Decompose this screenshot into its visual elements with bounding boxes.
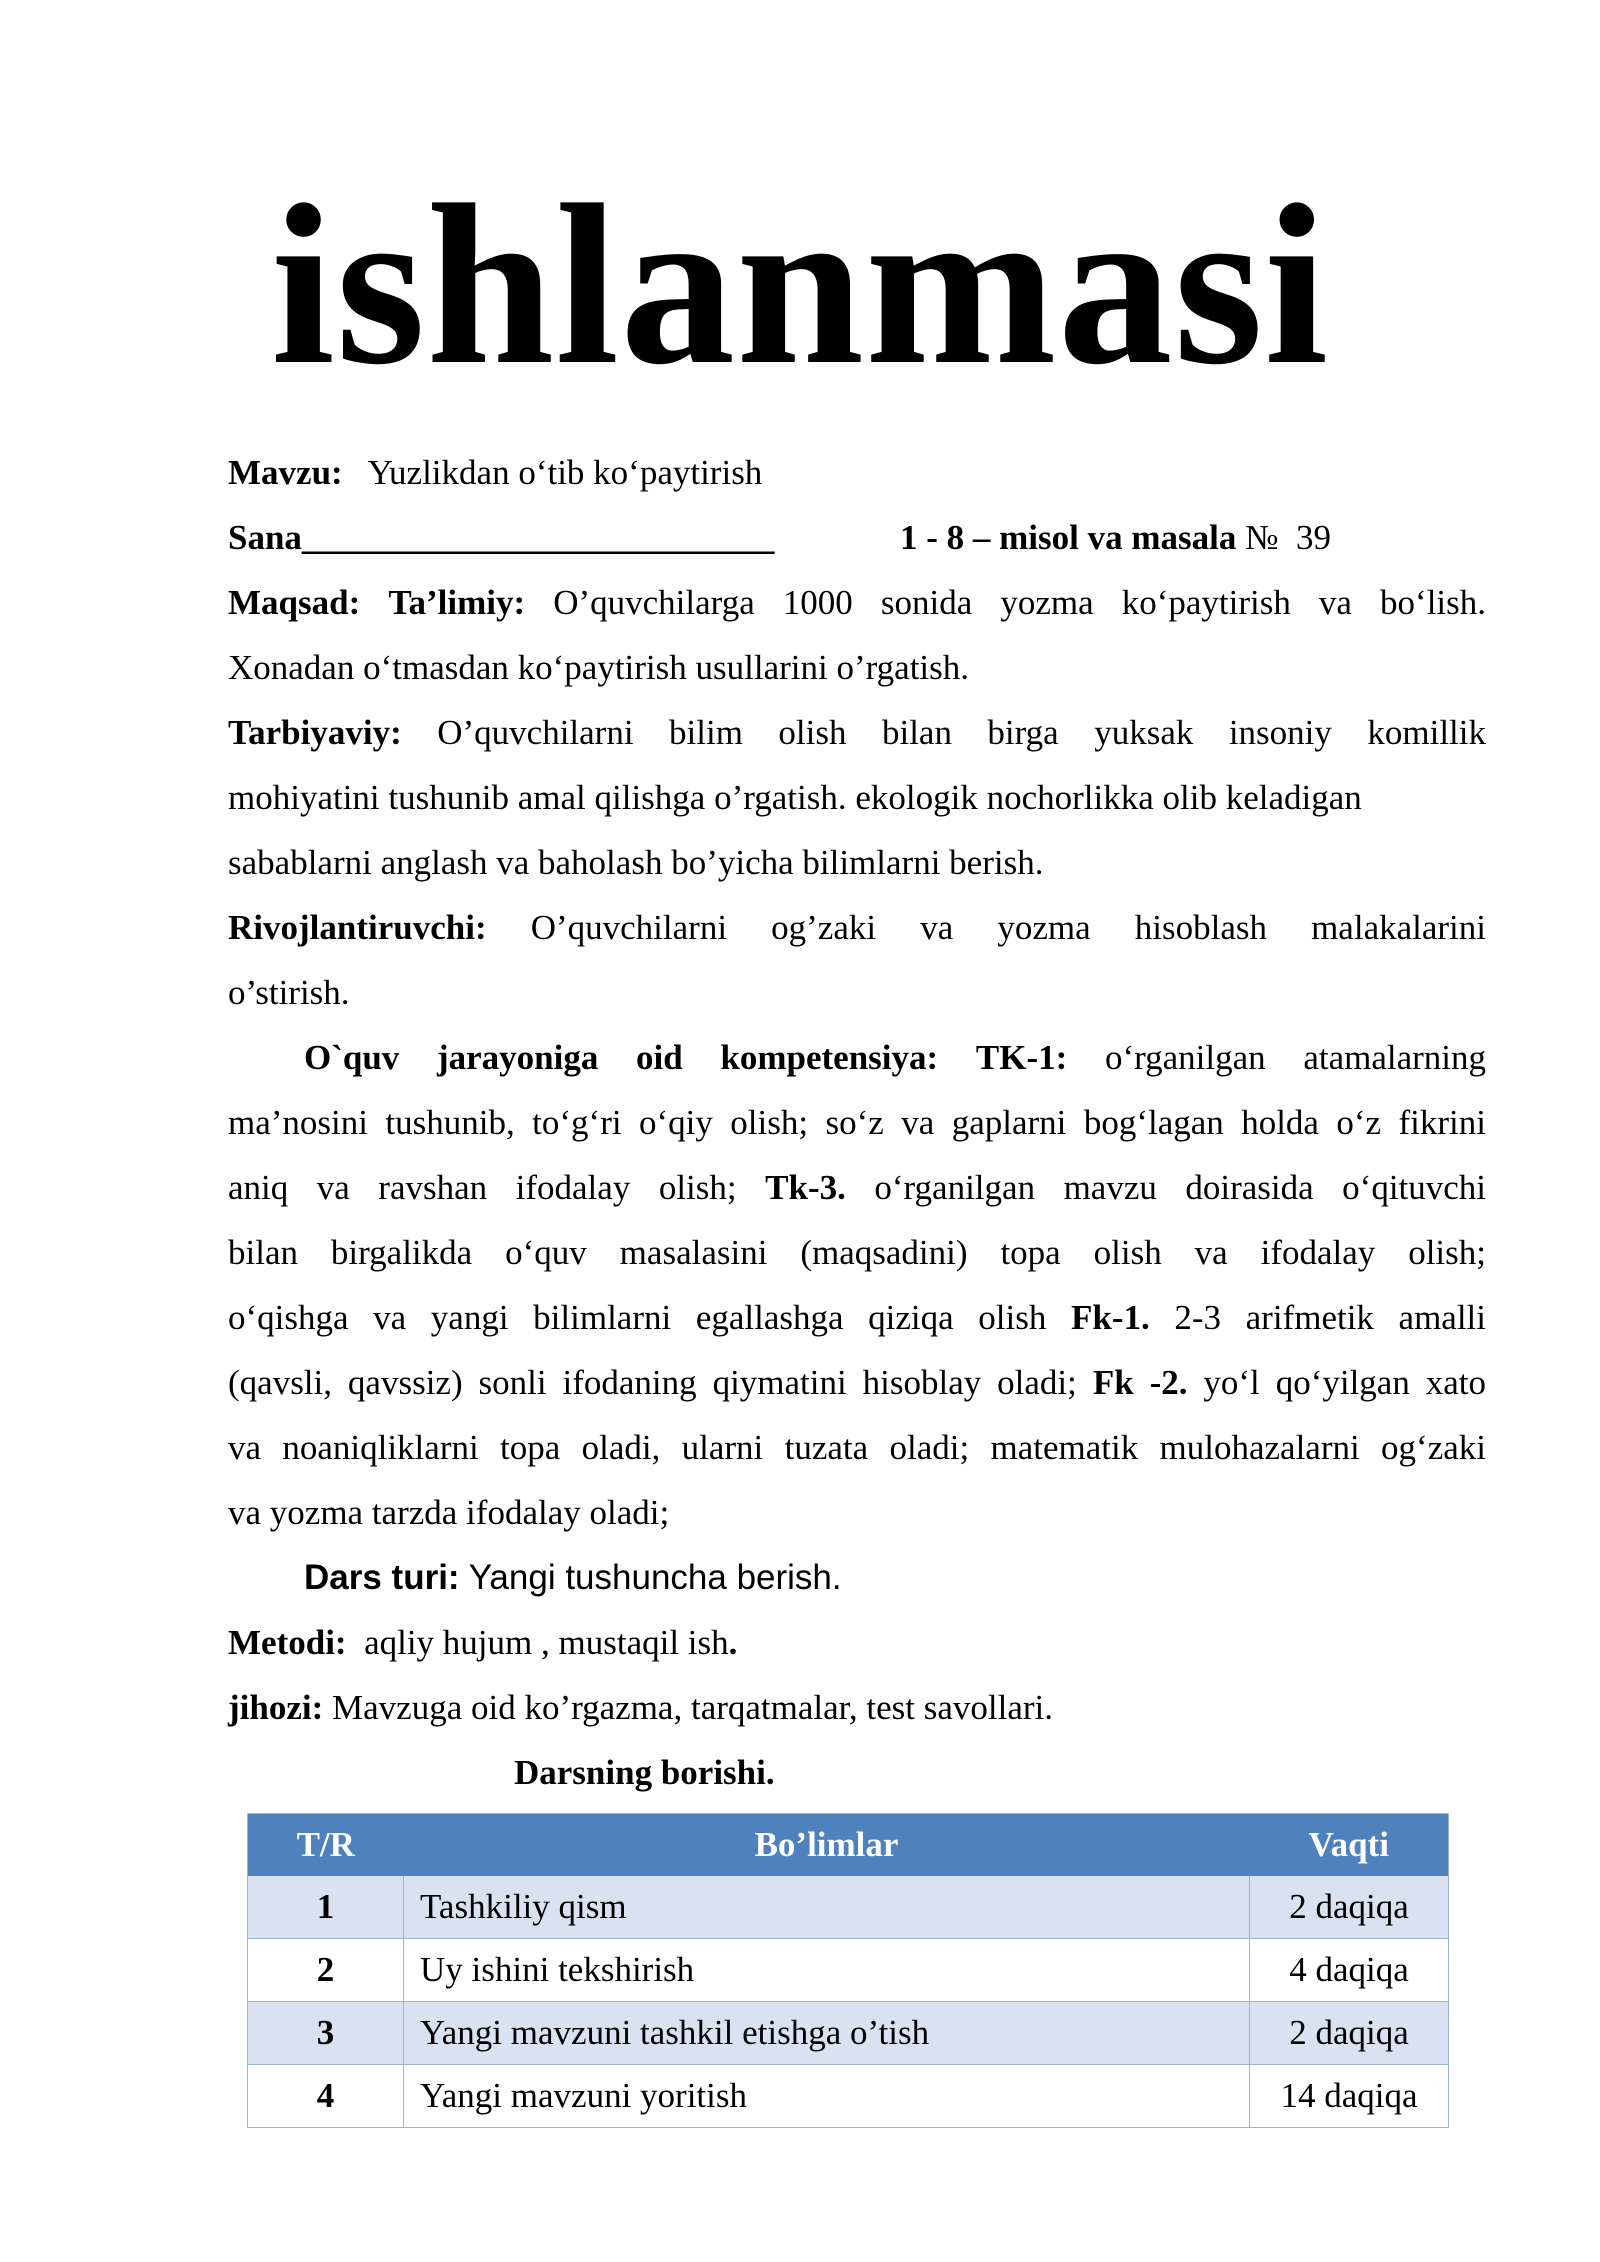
row-number: 4 [248,2065,404,2128]
kompetensiya-text-3b: o‘rganilgan mavzu doirasida o‘qituvchi [874,1168,1486,1207]
row-time: 4 daqiqa [1250,1939,1449,2002]
tarbiyaviy-line-1 [228,700,1486,765]
kompetensiya-line-7 [228,1415,1486,1480]
lesson-plan-table [247,1813,1449,2128]
row-number: 3 [248,2002,404,2065]
tk1-label: TK-1: [975,1038,1068,1077]
fk2-label: Fk -2. [1092,1363,1188,1402]
kompetensiya-text-5a: o‘qishga va yangi bilimlarni egallashga qiziqa olish [228,1298,1047,1337]
tk3-label: Tk-3. [765,1168,846,1207]
metodi-value: aqliy hujum , mustaqil ish [364,1623,729,1662]
table-row [248,2065,1449,2128]
table-row [248,1876,1449,1939]
row-time: 2 daqiqa [1250,2002,1449,2065]
mavzu-value: Yuzlikdan o‘tib ko‘paytirish [367,453,763,492]
row-number: 2 [248,1939,404,2002]
tarbiyaviy-label: Tarbiyaviy: [228,713,402,752]
row-section: Uy ishini tekshirish [404,1939,1250,2002]
misol-label: 1 - 8 – misol va masala [900,518,1237,557]
mavzu-label: Mavzu: [228,453,343,492]
jihozi-value: Mavzuga oid ko’rgazma, tarqatmalar, test savollari. [332,1688,1054,1727]
darsning-borishi-heading: Darsning borishi. [514,1753,775,1792]
row-section: Yangi mavzuni yoritish [404,2065,1250,2128]
kompetensiya-line-5 [228,1285,1486,1350]
kompetensiya-line-8: va yozma tarzda ifodalay oladi; [228,1493,670,1532]
rivojlantiruvchi-line-2: o’stirish. [228,973,350,1012]
dars-turi-label: Dars turi: [304,1558,460,1597]
mavzu-line [228,440,1486,505]
header-bolimlar: Bo’limlar [404,1814,1250,1877]
maqsad-line-2: Xonadan o‘tmasdan ko‘paytirish usullarini o’rgatish. [228,648,970,687]
kompetensiya-text-6b: yo‘l qo‘yilgan xato [1203,1363,1486,1402]
metodi-line [228,1610,1486,1675]
document-body [228,440,1486,1805]
kompetensiya-text-2: ma’nosini tushunib, to‘g‘ri o‘qiy olish; so‘z va gaplarni bog‘lagan holda o‘z fikrini [228,1103,1486,1142]
kompetensiya-line-4 [228,1220,1486,1285]
dars-turi-line [228,1545,1486,1610]
talimiy-label: Ta’limiy: [388,583,526,622]
jihozi-label: jihozi: [228,1688,324,1727]
kompetensiya-text-4: bilan birgalikda o‘quv masalasini (maqsadini) topa olish va ifodalay olish; [228,1233,1486,1272]
kompetensiya-text-1: o‘rganilgan atamalarning [1104,1038,1486,1077]
kompetensiya-text-7: va noaniqliklarni topa oladi, ularni tuzata oladi; matematik mulohazalarni og‘zaki [228,1428,1486,1467]
sana-line [228,505,1486,570]
maqsad-text-1: O’quvchilarga 1000 sonida yozma ko‘paytirish va bo‘lish. [553,583,1486,622]
number-value: 39 [1296,518,1332,557]
tarbiyaviy-line-3: sabablarni anglash va baholash bo’yicha bilimlarni berish. [228,843,1044,882]
kompetensiya-line-3 [228,1155,1486,1220]
row-section: Yangi mavzuni tashkil etishga o’tish [404,2002,1250,2065]
row-section: Tashkiliy qism [404,1876,1250,1939]
kompetensiya-text-6a: (qavsli, qavssiz) sonli ifodaning qiymatini hisoblay oladi; [228,1363,1077,1402]
metodi-dot: . [728,1623,738,1662]
maqsad-line-1 [228,570,1486,635]
table-row [248,1939,1449,2002]
row-time: 14 daqiqa [1250,2065,1449,2128]
page-title: ishlanmasi [270,157,1330,412]
row-number: 1 [248,1876,404,1939]
kompetensiya-line-1 [228,1025,1486,1090]
header-vaqti: Vaqti [1250,1814,1449,1877]
row-time: 2 daqiqa [1250,1876,1449,1939]
fk1-label: Fk-1. [1071,1298,1150,1337]
tarbiyaviy-text-1: O’quvchilarni bilim olish bilan birga yuksak insoniy komillik [437,713,1486,752]
kompetensiya-text-3a: aniq va ravshan ifodalay olish; [228,1168,737,1207]
tarbiyaviy-line-2: mohiyatini tushunib amal qilishga o’rgatish. ekologik nochorlikka olib keladigan [228,778,1362,817]
metodi-label: Metodi: [228,1623,347,1662]
dars-turi-value: Yangi tushuncha berish. [468,1558,842,1597]
table-header-row [248,1814,1449,1877]
kompetensiya-label: O`quv jarayoniga oid kompetensiya: [304,1038,939,1077]
misol-info [900,505,1331,570]
rivojlantiruvchi-line-1 [228,895,1486,960]
header-tr: T/R [248,1814,404,1877]
kompetensiya-text-5b: 2-3 arifmetik amalli [1174,1298,1486,1337]
maqsad-label: Maqsad: [228,583,361,622]
rivojlantiruvchi-label: Rivojlantiruvchi: [228,908,487,947]
kompetensiya-line-2 [228,1090,1486,1155]
rivojlantiruvchi-text-1: O’quvchilarni og’zaki va yozma hisoblash malakalarini [530,908,1486,947]
sana-label: Sana___________________________ [228,518,775,557]
jihozi-line [228,1675,1486,1740]
kompetensiya-line-6 [228,1350,1486,1415]
table-row [248,2002,1449,2065]
number-sign: № [1245,518,1279,557]
